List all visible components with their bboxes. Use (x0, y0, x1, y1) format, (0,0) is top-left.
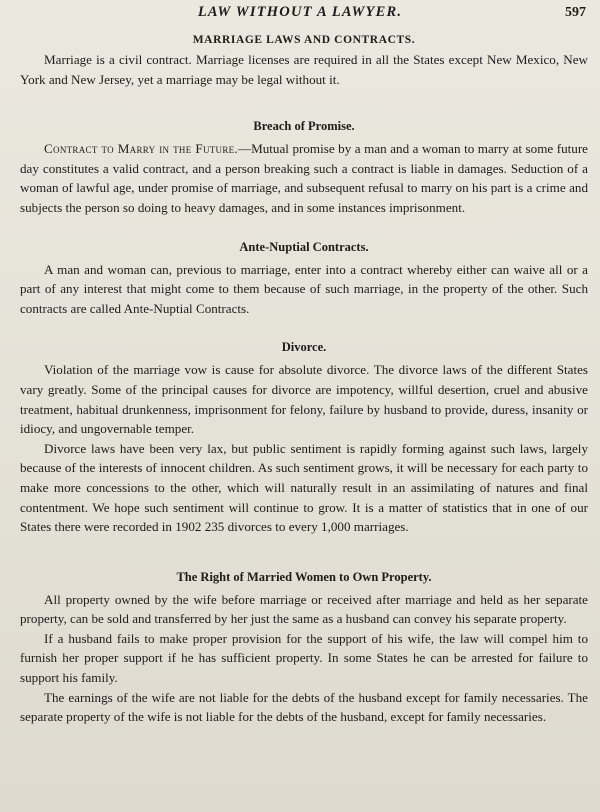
section-heading: Divorce. (281, 340, 327, 355)
paragraph: Marriage is a civil contract. Marriage licenses are required in all the States except New Mexico, New York and New Jersey, yet a marriage may be legal without it. (20, 52, 588, 87)
section-divorce (20, 340, 588, 536)
paragraph: Violation of the marriage vow is cause for absolute divorce. The divorce laws of the different States vary greatly. Some of the principal causes for divorce are impotency, willful desertion, cruel and abusive treatment, habitual drunkenness, imprisonment for felony, failure by husband to provide, duress, insanity or idiocy, and ungovernable temper. (20, 362, 588, 437)
paragraph-text: —Mutual promise by a man and a woman to marry at some future day constitutes a valid contract, and a person breaking such a contract is liable in damages. Seduction of a woman of lawful age, under promise of marriage, and subsequent refusal to marry on his part is a crime and subjects the person so doing to heavy damages, and in some instances imprisonment. (20, 141, 588, 215)
section-heading: Ante-Nuptial Contracts. (239, 239, 369, 254)
section-heading: MARRIAGE LAWS AND CONTRACTS. (192, 34, 416, 46)
section-women-property (20, 570, 588, 727)
section-marriage-laws (20, 34, 588, 89)
paragraph: All property owned by the wife before marriage or received after marriage and held as her separate property, can be sold and transferred by her just the same as a husband can convey his separate property. (20, 591, 588, 627)
running-head (0, 4, 600, 26)
page-number: 597 (565, 5, 586, 20)
paragraph: A man and woman can, previous to marriage, enter into a contract whereby either can waive all or a part of any interest that might come to them because of such marriage, in the property of the other. Such contracts are called Ante-Nuptial Contracts. (20, 261, 588, 316)
section-ante-nuptial-contracts (20, 240, 588, 319)
paragraph (20, 139, 588, 217)
section-breach-of-promise (20, 119, 588, 217)
running-title: LAW WITHOUT A LAWYER. (197, 4, 403, 20)
page-content (20, 34, 588, 727)
run-in-heading: Contract to Marry in the Future. (44, 141, 239, 157)
paragraph: The earnings of the wife are not liable for the debts of the husband except for family necessaries. The separate property of the wife is not liable for the debts of the husband, except for family necessaries. (20, 689, 588, 725)
section-heading: Breach of Promise. (253, 119, 355, 134)
paragraph: If a husband fails to make proper provision for the support of his wife, the law will compel him to furnish her proper support if he has sufficient property. In some States he can be arrested for failure to support his family. (20, 630, 588, 686)
paragraph: Divorce laws have been very lax, but public sentiment is rapidly forming against such laws, largely because of the interests of innocent children. As such sentiment grows, it will be necessary for each party to make more concessions to the other, which will naturally result in an assimilating of natures and final contentment. We hope such sentiment will continue to grow. It is a matter of statistics that in one of our States there were recorded in 1902 235 divorces to every 1,000 marriages. (20, 440, 588, 535)
section-heading: The Right of Married Women to Own Property. (176, 569, 432, 584)
